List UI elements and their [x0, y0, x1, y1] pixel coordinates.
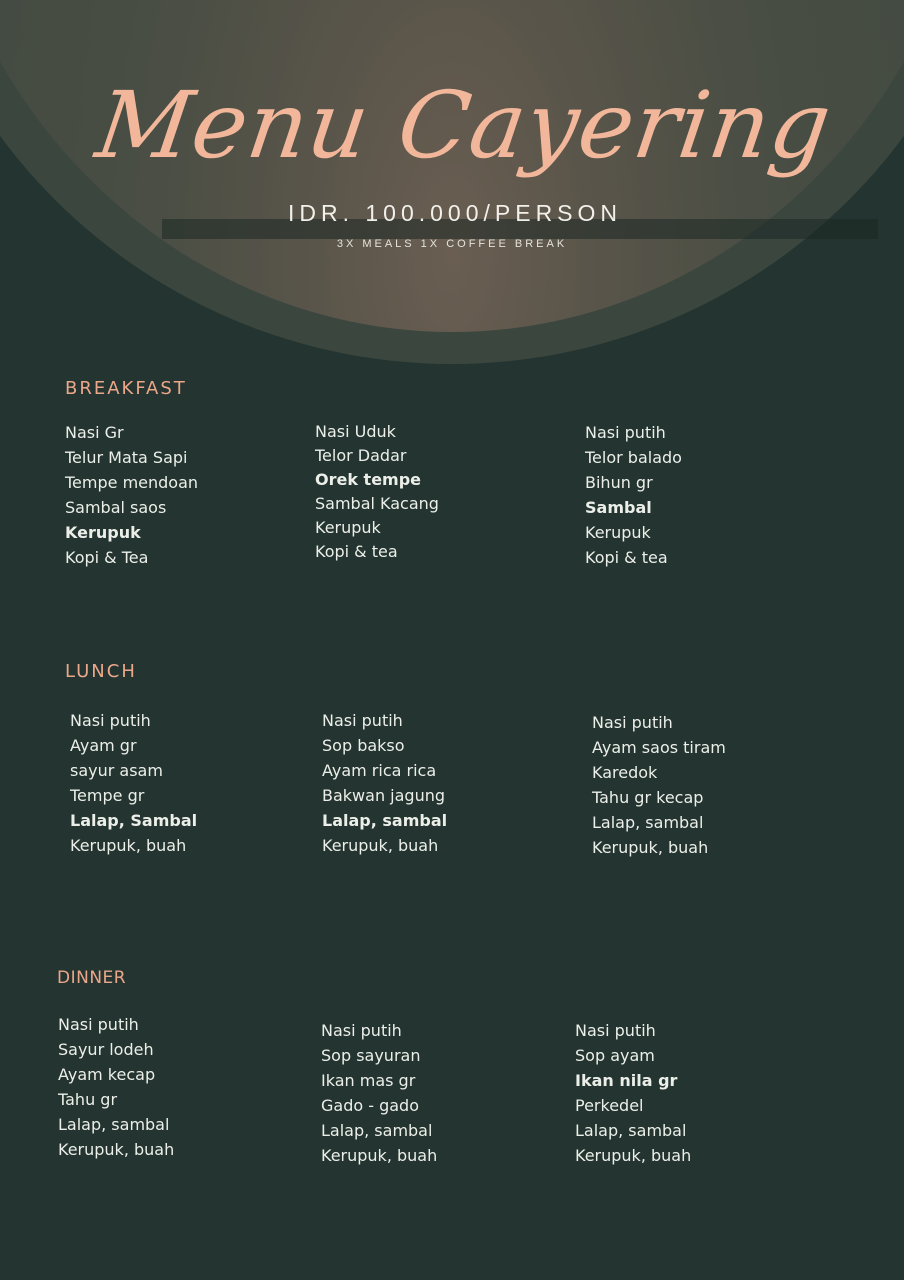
lunch-column-2: [322, 708, 447, 858]
price-label: IDR. 100.000/PERSON: [287, 200, 623, 226]
menu-item: Kerupuk, buah: [321, 1146, 438, 1165]
menu-item: Sop sayuran: [321, 1046, 421, 1065]
menu-item: Lalap, sambal: [58, 1115, 170, 1134]
menu-item: Kopi & tea: [585, 548, 668, 567]
menu-item: Ikan nila gr: [575, 1071, 678, 1090]
menu-item: Perkedel: [575, 1096, 644, 1115]
menu-item: Sayur lodeh: [58, 1040, 154, 1059]
dinner-title: DINNER: [57, 968, 127, 988]
menu-item: Lalap, sambal: [321, 1121, 433, 1140]
menu-item: Sambal saos: [65, 498, 167, 517]
menu-item: Lalap, sambal: [575, 1121, 687, 1140]
menu-item: Ayam rica rica: [322, 761, 437, 780]
menu-item: Kerupuk: [585, 523, 651, 542]
menu-item: Kerupuk, buah: [58, 1140, 175, 1159]
menu-item: Sambal: [585, 498, 652, 517]
menu-item: Kerupuk: [315, 518, 381, 537]
breakfast-column-2: [315, 420, 439, 564]
breakfast-column-1: [65, 420, 198, 570]
menu-item: Tempe gr: [70, 786, 145, 805]
menu-item: Ayam kecap: [58, 1065, 156, 1084]
menu-item: Telor balado: [585, 448, 682, 467]
dinner-column-2: [321, 1018, 437, 1168]
menu-item: Ayam saos tiram: [592, 738, 726, 757]
breakfast-column-3: [585, 420, 682, 570]
menu-item: Lalap, sambal: [322, 811, 448, 830]
menu-item: Nasi Gr: [65, 423, 124, 442]
menu-item: Bakwan jagung: [322, 786, 446, 805]
menu-item: Telur Mata Sapi: [65, 448, 188, 467]
meals-subtitle: 3X MEALS 1X COFFEE BREAK: [336, 238, 568, 250]
menu-item: Bihun gr: [585, 473, 653, 492]
menu-item: Orek tempe: [315, 470, 422, 489]
menu-item: sayur asam: [70, 761, 163, 780]
dinner-column-1: [58, 1012, 174, 1162]
menu-item: Gado - gado: [321, 1096, 419, 1115]
menu-item: Ayam gr: [70, 736, 137, 755]
menu-item: Nasi putih: [585, 423, 666, 442]
menu-item: Karedok: [592, 763, 658, 782]
lunch-column-3: [592, 710, 726, 860]
menu-item: Kerupuk, buah: [322, 836, 439, 855]
menu-item: Kopi & tea: [315, 542, 398, 561]
menu-item: Nasi putih: [70, 711, 151, 730]
lunch-title: LUNCH: [65, 661, 137, 682]
lunch-column-1: [70, 708, 197, 858]
menu-item: Tahu gr: [58, 1090, 118, 1109]
menu-item: Nasi putih: [321, 1021, 402, 1040]
menu-item: Tempe mendoan: [65, 473, 199, 492]
menu-item: Lalap, sambal: [592, 813, 704, 832]
menu-item: Nasi putih: [592, 713, 673, 732]
menu-item: Nasi putih: [575, 1021, 656, 1040]
menu-item: Kerupuk: [65, 523, 141, 542]
menu-item: Sop ayam: [575, 1046, 655, 1065]
menu-item: Telor Dadar: [315, 446, 407, 465]
menu-item: Lalap, Sambal: [70, 811, 198, 830]
menu-item: Tahu gr kecap: [592, 788, 704, 807]
menu-item: Kerupuk, buah: [70, 836, 187, 855]
menu-item: Sop bakso: [322, 736, 405, 755]
breakfast-title: BREAKFAST: [65, 378, 187, 399]
menu-item: Kerupuk, buah: [592, 838, 709, 857]
menu-item: Kopi & Tea: [65, 548, 149, 567]
menu-item: Kerupuk, buah: [575, 1146, 692, 1165]
dinner-column-3: [575, 1018, 691, 1168]
menu-item: Ikan mas gr: [321, 1071, 416, 1090]
menu-title: Menu Cayering: [90, 72, 838, 179]
menu-item: Sambal Kacang: [315, 494, 439, 513]
menu-item: Nasi putih: [58, 1015, 139, 1034]
menu-item: Nasi Uduk: [315, 422, 396, 441]
menu-item: Nasi putih: [322, 711, 403, 730]
